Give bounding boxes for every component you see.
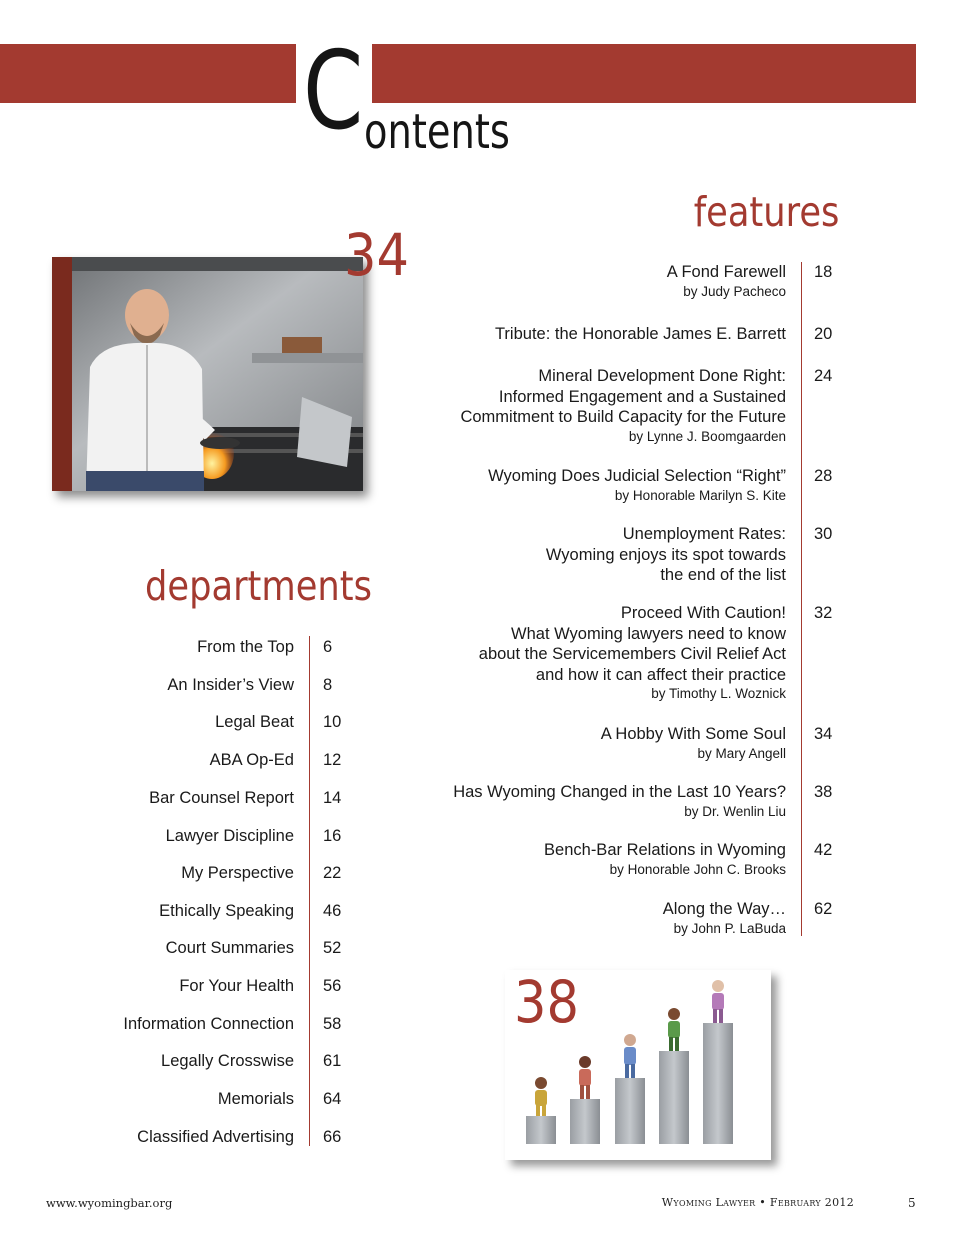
features-heading: features <box>693 188 839 236</box>
department-page: 56 <box>323 977 342 995</box>
department-title[interactable]: Court Summaries <box>165 939 294 957</box>
feature-page: 32 <box>814 604 833 622</box>
department-page: 46 <box>323 902 342 920</box>
features-divider <box>801 262 802 936</box>
feature-title: Bench-Bar Relations in Wyoming <box>544 841 786 859</box>
department-page: 64 <box>323 1090 342 1108</box>
person-figure <box>712 980 724 1023</box>
departments-heading: departments <box>145 562 372 610</box>
feature-entry[interactable] <box>366 324 786 345</box>
feature-entry[interactable] <box>366 262 786 301</box>
title-initial: C <box>303 29 364 154</box>
feature-entry[interactable] <box>366 724 786 763</box>
footer-publication <box>662 1196 854 1209</box>
feature-page: 20 <box>814 325 833 343</box>
feature-page: 18 <box>814 263 833 281</box>
photo-page-number: 34 <box>344 221 409 289</box>
department-title[interactable]: Memorials <box>217 1090 294 1108</box>
feature-title: Along the Way… <box>662 900 786 918</box>
department-page: 22 <box>323 864 342 882</box>
department-page: 12 <box>323 751 342 769</box>
feature-entry[interactable] <box>366 840 786 879</box>
person-figure <box>668 1008 680 1051</box>
page-number: 5 <box>908 1196 916 1210</box>
department-page: 10 <box>323 713 342 731</box>
feature-entry[interactable] <box>366 899 786 938</box>
feature-entry[interactable] <box>366 366 786 446</box>
feature-author: by John P. LaBuda <box>673 920 786 936</box>
illustration-page-number: 38 <box>514 968 579 1036</box>
department-page: 6 <box>323 638 333 656</box>
department-title[interactable]: Lawyer Discipline <box>165 827 294 845</box>
feature-author: by Timothy L. Woznick <box>651 686 786 701</box>
publication-name: Wyoming Lawyer <box>661 1196 756 1209</box>
department-title[interactable]: My Perspective <box>181 864 294 882</box>
feature-title: A Fond Farewell <box>666 263 786 281</box>
department-title[interactable]: Classified Advertising <box>137 1128 294 1146</box>
footer-bullet: • <box>759 1196 767 1209</box>
feature-entry[interactable] <box>366 466 786 505</box>
feature-title: Proceed With Caution! What Wyoming lawyers need to know about the Servicemembers Civil Relief Act and how it can affect their practice <box>478 604 786 684</box>
feature-page: 38 <box>814 783 833 801</box>
department-page: 61 <box>323 1052 342 1070</box>
issue-date: February 2012 <box>769 1196 854 1209</box>
department-title[interactable]: Legal Beat <box>215 713 294 731</box>
department-page: 8 <box>323 676 333 694</box>
department-page: 58 <box>323 1015 342 1033</box>
feature-entry[interactable] <box>366 603 786 703</box>
feature-page: 34 <box>814 725 833 743</box>
feature-author: by Honorable John C. Brooks <box>609 861 786 877</box>
feature-page: 30 <box>814 525 833 543</box>
department-page: 14 <box>323 789 342 807</box>
page-title: ontents <box>364 104 510 160</box>
department-title[interactable]: An Insider’s View <box>167 676 294 694</box>
departments-divider <box>309 636 310 1146</box>
header-banner-left <box>0 44 296 103</box>
department-page: 16 <box>323 827 342 845</box>
feature-entry[interactable] <box>366 524 786 586</box>
department-title[interactable]: Ethically Speaking <box>159 902 294 920</box>
department-title[interactable]: Bar Counsel Report <box>149 789 294 807</box>
feature-title: Has Wyoming Changed in the Last 10 Years? <box>453 783 786 801</box>
feature-author: by Judy Pacheco <box>683 283 786 299</box>
feature-title: Unemployment Rates: Wyoming enjoys its spot towards the end of the list <box>545 525 786 584</box>
feature-title: Tribute: the Honorable James E. Barrett <box>494 325 786 343</box>
feature-entry[interactable] <box>366 782 786 821</box>
person-figure <box>579 1056 591 1099</box>
chef-photo <box>52 257 363 491</box>
feature-page: 62 <box>814 900 833 918</box>
department-title[interactable]: For Your Health <box>179 977 294 995</box>
department-page: 66 <box>323 1128 342 1146</box>
feature-author: by Honorable Marilyn S. Kite <box>614 487 786 503</box>
department-page: 52 <box>323 939 342 957</box>
feature-page: 28 <box>814 467 833 485</box>
feature-title: Mineral Development Done Right: Informed Engagement and a Sustained Commitment to Build Capacity for the Future <box>460 367 786 426</box>
feature-author: by Mary Angell <box>697 745 786 761</box>
department-title[interactable]: From the Top <box>197 638 294 656</box>
feature-page: 42 <box>814 841 833 859</box>
department-title[interactable]: Information Connection <box>123 1015 294 1033</box>
feature-title: Wyoming Does Judicial Selection “Right” <box>488 467 786 485</box>
feature-page: 24 <box>814 367 833 385</box>
person-figure <box>624 1034 636 1078</box>
feature-author: by Lynne J. Boomgaarden <box>628 428 786 444</box>
feature-title: A Hobby With Some Soul <box>600 725 786 743</box>
department-title[interactable]: Legally Crosswise <box>161 1052 294 1070</box>
department-title[interactable]: ABA Op-Ed <box>209 751 294 769</box>
header-banner-right <box>372 44 916 103</box>
feature-author: by Dr. Wenlin Liu <box>684 803 786 819</box>
person-figure <box>535 1077 547 1116</box>
footer-website[interactable]: www.wyomingbar.org <box>46 1196 173 1210</box>
